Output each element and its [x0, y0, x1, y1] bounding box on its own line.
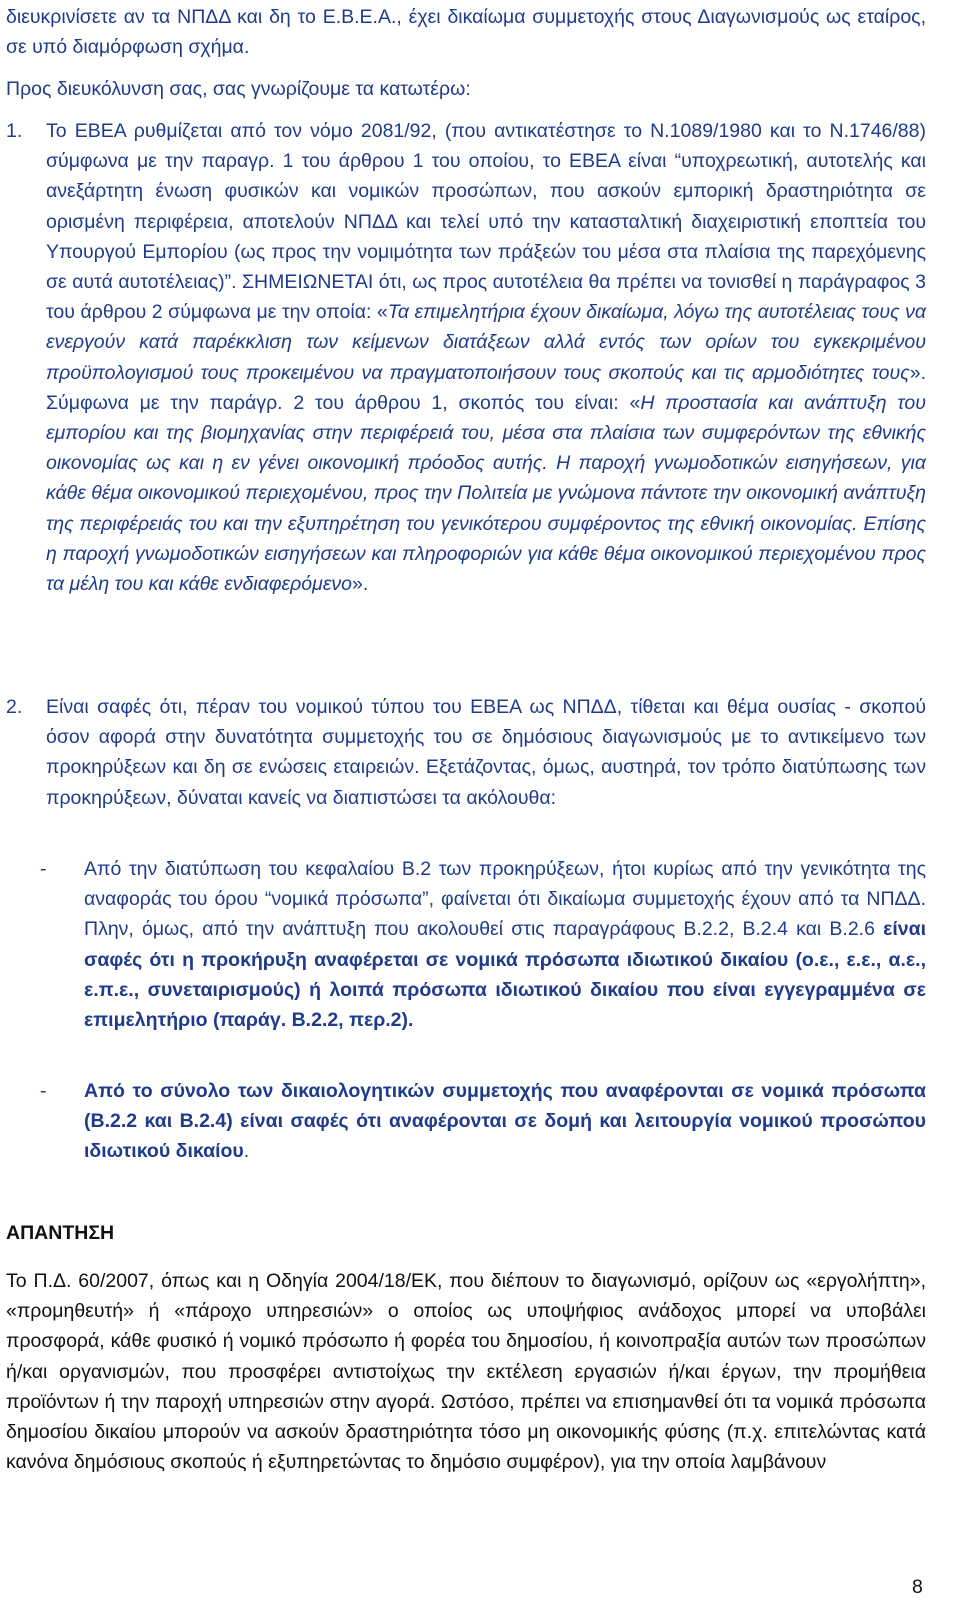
- bullet-text: .: [243, 1140, 250, 1163]
- bullet-text: Από την διατύπωση του κεφαλαίου Β.2 των προκηρύξεων, ήτοι κυρίως από την γενικότητα της αναφοράς του όρου “νομικά πρόσωπα”, φαίνεται ότι δικαίωμα συμμετοχής έχουν από τα ΝΠΔΔ. Πλην, όμως, από την ανάπτυξη που ακολουθεί στις παραγράφους Β.2.2, Β.2.4 και Β.2.6: [84, 858, 926, 941]
- bullet-text-bold: είναι σαφές ότι η προκήρυξη αναφέρεται σε νομικά πρόσωπα ιδιωτικού δικαίου (ο.ε., ε.ε., α.ε., ε.π.ε., συνεταιρισμούς) ή λοιπά πρόσωπα ιδιωτικού δικαίου που είναι εγγεγραμμένα σε επιμελητήριο (παράγ. Β.2.2, περ.2).: [84, 918, 926, 1032]
- intro-paragraph: διευκρινίσετε αν τα ΝΠΔΔ και δη το Ε.Β.Ε.Α., έχει δικαίωμα συμμετοχής στους Διαγωνισμούς ως εταίρος, σε υπό διαμόρφωση σχήμα.: [6, 6, 926, 59]
- numbered-item-1: [6, 116, 926, 599]
- answer-paragraph: Το Π.Δ. 60/2007, όπως και η Οδηγία 2004/18/ΕΚ, που διέπουν το διαγωνισμό, ορίζουν ως «εργολήπτη», «προμηθευτή» ή «πάροχο υπηρεσιών» ο οποίος ως υποψήφιος ανάδοχος μπορεί να υποβάλει προσφορά, κάθε φυσικό ή νομικό πρόσωπο ή φορέα του δημοσίου, ή κοινοπραξία αυτών των προσώπων ή/και οργανισμών, που προσφέρει αντιστοίχως την εκτέλεση εργασιών ή/και έργων, την προμήθεια προϊόντων ή την παροχή υπηρεσιών στην αγορά. Ωστόσο, πρέπει να επισημανθεί ότι τα νομικά πρόσωπα δημοσίου δικαίου μπορούν να ασκούν δραστηριότητα τόσο μη οικονομικής φύσης (π.χ. επιτελώντας κατά κανόνα δημόσιους σκοπούς ή εξυπηρετώντας το δημόσιο συμφέρον), για την οποία λαμβάνουν: [6, 1270, 926, 1474]
- bullet-item-1: [40, 854, 926, 1035]
- item-text: ». Σύμφωνα με την παράγρ. 2 του άρθρου 1, σκοπός του είναι: «: [46, 361, 926, 414]
- quoted-text-italic: Τα επιμελητήρια έχουν δικαίωμα, λόγω της αυτοτέλειας τους να ενεργούν κατά παρέκκλιση των κείμενων διατάξεων αλλά εντός των ορίων του εγκεκριμένου προϋπολογισμού τους προκειμένου να πραγματοποιήσουν τους σκοπούς και τις αρμοδιότητες τους: [46, 301, 927, 384]
- item-body: [46, 116, 926, 599]
- numbered-item-2: [6, 692, 926, 813]
- item-text: ».: [352, 573, 369, 596]
- dash-marker: -: [40, 858, 47, 880]
- dash-marker: -: [40, 1080, 47, 1102]
- item-number: 2.: [6, 696, 23, 718]
- quoted-text-italic: Η προστασία και ανάπτυξη του εμπορίου και της βιομηχανίας στην περιφέρειά του, μέσα στα πλαίσια των συμφερόντων της εθνικής οικονομίας ως και η εν γένει οικονομική πρόοδος αυτής. Η παροχή γνωμοδοτικών εισηγήσεων, για κάθε θέμα οικονομικού περιεχομένου, προς την Πολιτεία με γνώμονα πάντοτε την οικονομική ανάπτυξη της περιφέρειάς του και την εξυπηρέτηση του γενικότερου συμφέροντος της εθνική οικονομίας. Επίσης η παροχή γνωμοδοτικών εισηγήσεων και πληροφοριών για κάθε θέμα οικονομικού περιεχομένου προς τα μέλη του και κάθε ενδιαφερόμενο: [46, 391, 926, 596]
- item-number: 1.: [6, 120, 23, 142]
- bullet-body: [84, 854, 926, 1035]
- bullet-body: [84, 1076, 926, 1167]
- item-text: Το ΕΒΕΑ ρυθμίζεται από τον νόμο 2081/92, (που αντικατέστησε το Ν.1089/1980 και το Ν.1746/88) σύμφωνα με την παραγρ. 1 του άρθρου 1 του οποίου, το ΕΒΕΑ είναι “υποχρεωτική, αυτοτελής και ανεξάρτητη ένωση φυσικών και νομικών προσώπων, που ασκούν εμπορική δραστηριότητα σε ορισμένη περιφέρεια, αποτελούν ΝΠΔΔ και τελεί υπό την κατασταλτική διαχειριστική εποπτεία του Υπουργού Εμπορίου (ως προς την νομιμότητα των πράξεών του μέσα στα πλαίσια της παρεχόμενης σε αυτά αυτοτέλειας)”. ΣΗΜΕΙΩΝΕΤΑΙ ότι, ως προς αυτοτέλεια θα πρέπει να τονισθεί η παράγραφος 3 του άρθρου 2 σύμφωνα με την οποία: «: [46, 120, 926, 324]
- answer-heading: ΑΠΑΝΤΗΣΗ: [6, 1222, 115, 1244]
- page-number: 8: [912, 1576, 923, 1598]
- bullet-item-2: [40, 1076, 926, 1167]
- item-body: Είναι σαφές ότι, πέραν του νομικού τύπου του ΕΒΕΑ ως ΝΠΔΔ, τίθεται και θέμα ουσίας - σκοπού όσον αφορά στην δυνατότητα συμμετοχής του σε δημόσιους διαγωνισμούς με το αντικείμενο των προκηρύξεων και δη σε ενώσεις εταιρειών. Εξετάζοντας, όμως, αυστηρά, τον τρόπο διατύπωσης των προκηρύξεων, δύναται κανείς να διαπιστώσει τα ακόλουθα:: [46, 696, 926, 809]
- bullet-text-bold: Από το σύνολο των δικαιολογητικών συμμετοχής που αναφέρονται σε νομικά πρόσωπα (Β.2.2 και Β.2.4) είναι σαφές ότι αναφέρονται σε δομή και λειτουργία νομικού προσώπου ιδιωτικού δικαίου: [84, 1080, 926, 1163]
- intro-note: Προς διευκόλυνση σας, σας γνωρίζουμε τα κατωτέρω:: [6, 78, 471, 100]
